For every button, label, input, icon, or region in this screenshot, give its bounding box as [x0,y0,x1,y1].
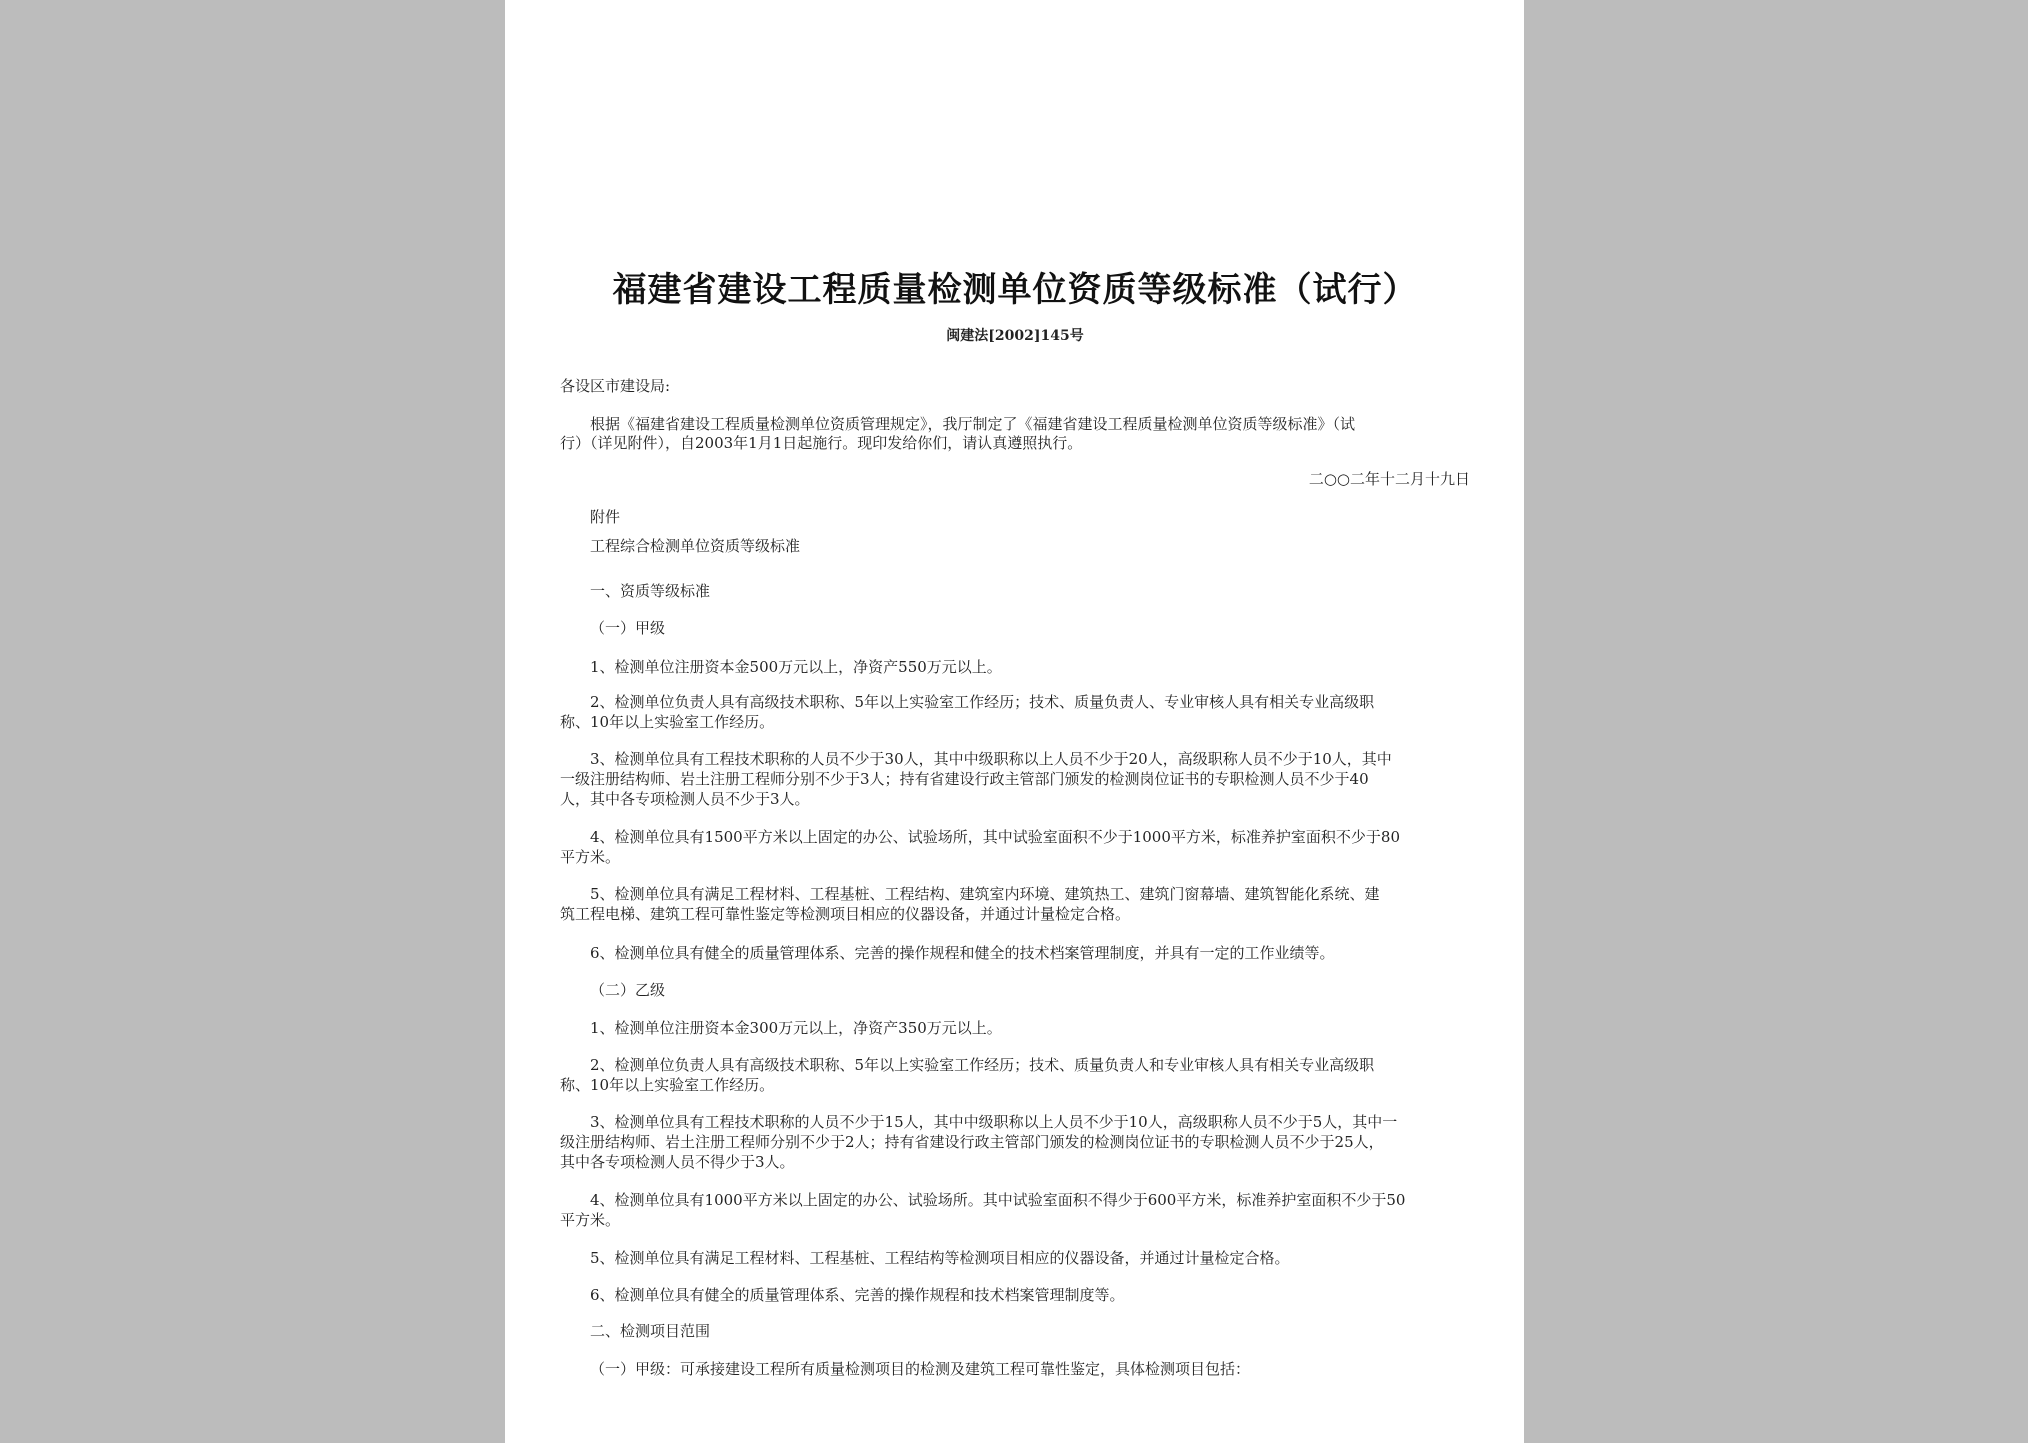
criteria-item: 4、检测单位具有1500平方米以上固定的办公、试验场所，其中试验室面积不少于1000平方米，标准养护室面积不少于80 [590,828,1400,846]
criteria-item: 1、检测单位注册资本金300万元以上，净资产350万元以上。 [590,1019,1002,1037]
criteria-item-continuation: 筑工程电梯、建筑工程可靠性鉴定等检测项目相应的仪器设备，并通过计量检定合格。 [560,905,1131,923]
attachment-title: 工程综合检测单位资质等级标准 [590,537,801,555]
grade-heading: （二）乙级 [590,981,666,999]
criteria-item-continuation: 称、10年以上实验室工作经历。 [560,713,775,731]
document-number: 闽建法[2002]145号 [946,328,1084,344]
criteria-item-continuation: 级注册结构师、岩土注册工程师分别不少于2人；持有省建设行政主管部门颁发的检测岗位证书的专职检测人员不少于25人， [560,1133,1384,1151]
criteria-item: 3、检测单位具有工程技术职称的人员不少于15人，其中中级职称以上人员不少于10人，高级职称人员不少于5人，其中一 [590,1113,1398,1131]
criteria-item-continuation: 平方米。 [560,848,621,866]
criteria-item: 5、检测单位具有满足工程材料、工程基桩、工程结构、建筑室内环境、建筑热工、建筑门窗幕墙、建筑智能化系统、建 [590,885,1380,903]
criteria-item-continuation: 一级注册结构师、岩土注册工程师分别不少于3人；持有省建设行政主管部门颁发的检测岗位证书的专职检测人员不少于40 [560,770,1369,788]
grade-heading: （一）甲级 [590,619,666,637]
criteria-item: 6、检测单位具有健全的质量管理体系、完善的操作规程和技术档案管理制度等。 [590,1286,1125,1304]
intro-paragraph-line: 根据《福建省建设工程质量检测单位资质管理规定》，我厅制定了《福建省建设工程质量检测单位资质等级标准》（试 [590,415,1356,433]
criteria-item-continuation: 人，其中各专项检测人员不少于3人。 [560,790,810,808]
document-page [505,0,1524,1443]
addressee: 各设区市建设局: [560,377,671,395]
section-heading: 二、检测项目范围 [590,1322,711,1340]
attachment-label: 附件 [590,508,621,526]
intro-paragraph-line: 行）（详见附件），自2003年1月1日起施行。现印发给你们，请认真遵照执行。 [560,434,1083,452]
criteria-item: 3、检测单位具有工程技术职称的人员不少于30人，其中中级职称以上人员不少于20人，高级职称人员不少于10人，其中 [590,750,1392,768]
criteria-item: 2、检测单位负责人具有高级技术职称、5年以上实验室工作经历；技术、质量负责人、专业审核人具有相关专业高级职 [590,693,1375,711]
criteria-item: 6、检测单位具有健全的质量管理体系、完善的操作规程和健全的技术档案管理制度，并具有一定的工作业绩等。 [590,944,1335,962]
criteria-item-continuation: 称、10年以上实验室工作经历。 [560,1076,775,1094]
document-title: 福建省建设工程质量检测单位资质等级标准（试行） [612,270,1418,310]
criteria-item-continuation: 其中各专项检测人员不得少于3人。 [560,1153,795,1171]
criteria-item: 2、检测单位负责人具有高级技术职称、5年以上实验室工作经历；技术、质量负责人和专业审核人具有相关专业高级职 [590,1056,1375,1074]
issue-date: 二○○二年十二月十九日 [1308,470,1470,488]
section-heading: 一、资质等级标准 [590,582,711,600]
criteria-item: 4、检测单位具有1000平方米以上固定的办公、试验场所。其中试验室面积不得少于600平方米，标准养护室面积不少于50 [590,1191,1406,1209]
scope-item: （一）甲级：可承接建设工程所有质量检测项目的检测及建筑工程可靠性鉴定，具体检测项目包括： [590,1360,1251,1378]
criteria-item: 1、检测单位注册资本金500万元以上，净资产550万元以上。 [590,658,1002,676]
criteria-item: 5、检测单位具有满足工程材料、工程基桩、工程结构等检测项目相应的仪器设备，并通过计量检定合格。 [590,1249,1290,1267]
criteria-item-continuation: 平方米。 [560,1211,621,1229]
